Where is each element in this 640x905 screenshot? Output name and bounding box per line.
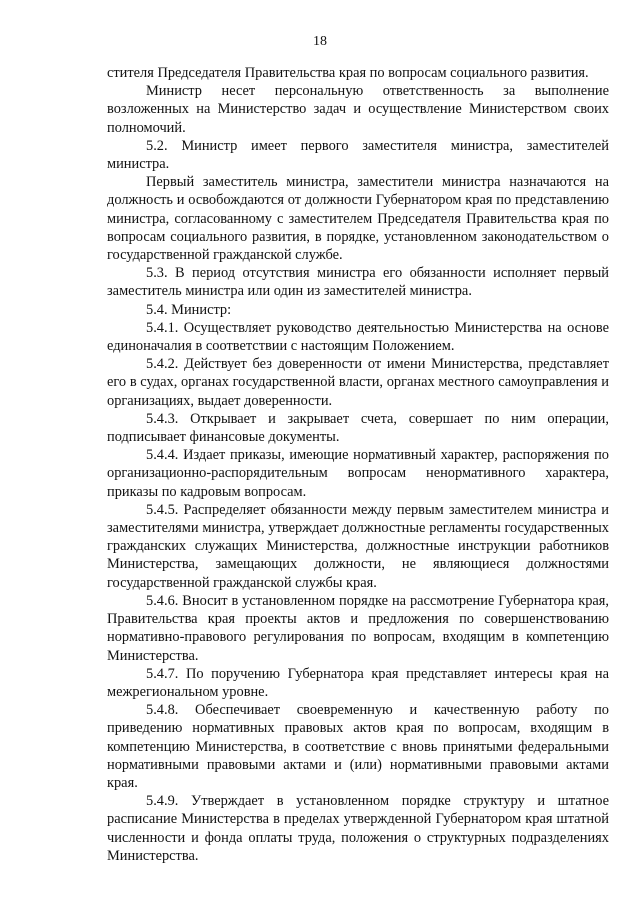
paragraph-14: 5.4.8. Обеспечивает своевременную и качественную работу по приведению нормативных правовых актов края по вопросам, входящим в компетенцию Министерства, в соответствие с вновь принятыми федеральными нормативными правовыми актами и (или) нормативными правовыми актами края.	[107, 702, 609, 791]
body-text	[107, 64, 609, 865]
paragraph-2: Министр несет персональную ответственность за выполнение возложенных на Министерство задач и осуществление Министерством своих полномочий.	[107, 83, 609, 136]
paragraph-3: 5.2. Министр имеет первого заместителя министра, заместителей министра.	[107, 137, 609, 173]
paragraph-12: 5.4.6. Вносит в установленном порядке на рассмотрение Губернатора края, Правительства края проекты актов и предложения по совершенствованию нормативно-правового регулирования по вопросам, входящим в компетенцию Министерства.	[107, 592, 609, 664]
paragraph-5: 5.3. В период отсутствия министра его обязанности исполняет первый заместитель министра или один из заместителей министра.	[107, 265, 609, 300]
paragraph-10: 5.4.4. Издает приказы, имеющие нормативный характер, распоряжения по организационно-распорядительным вопросам ненормативного характера, приказы по кадровым вопросам.	[107, 447, 609, 500]
paragraph-6: 5.4. Министр:	[146, 301, 232, 318]
paragraph-15: 5.4.9. Утверждает в установленном порядке структуру и штатное расписание Министерства в пределах утвержденной Губернатором края штатной численности и фонда оплаты труда, положения о структурных подразделениях Министерства.	[107, 793, 609, 864]
page-number: 18	[313, 34, 327, 49]
paragraph-1: стителя Председателя Правительства края по вопросам социального развития.	[107, 65, 589, 81]
paragraph-11: 5.4.5. Распределяет обязанности между первым заместителем министра и заместителями министра, утверждает должностные регламенты государственных гражданских служащих Министерства, должностные инструкции работников Министерства, замещающих должности, не являющиеся должностями государственной гражданской службы края.	[107, 501, 609, 591]
paragraph-13: 5.4.7. По поручению Губернатора края представляет интересы края на межрегиональном уровне.	[107, 665, 609, 700]
paragraph-4: Первый заместитель министра, заместители министра назначаются на должность и освобождаются от должности Губернатором края по представлению министра, согласованному с заместителем Председателя Правительства края по вопросам социального развития, в порядке, установленном законодательством о государственной гражданской службе.	[107, 174, 609, 264]
paragraph-7: 5.4.1. Осуществляет руководство деятельностью Министерства на основе единоначалия в соответствии с настоящим Положением.	[107, 319, 609, 355]
paragraph-8: 5.4.2. Действует без доверенности от имени Министерства, представляет его в судах, органах государственной власти, органах местного самоуправления и организациях, выдает доверенности.	[107, 356, 609, 409]
paragraph-9: 5.4.3. Открывает и закрывает счета, совершает по ним операции, подписывает финансовые документы.	[107, 410, 609, 446]
